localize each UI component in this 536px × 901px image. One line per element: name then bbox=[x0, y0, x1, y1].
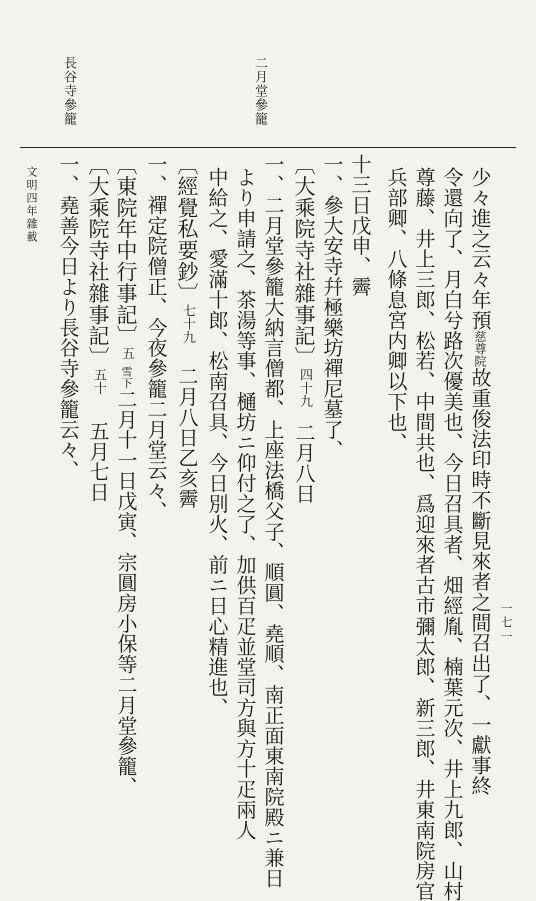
source-title: 〔經覺私要鈔〕 bbox=[175, 154, 199, 304]
header-label-left: 長谷寺參籠 bbox=[61, 56, 76, 126]
text-column-2: 令還向了、月白兮路次優美也、今日召具者、畑經胤、楠葉元次、井上九郎、山村 bbox=[440, 167, 464, 901]
source-title: 〔大乘院寺社雜事記〕 bbox=[86, 154, 110, 368]
source-volume: 五 bbox=[119, 346, 134, 361]
text-column-9: より申請之、茶湯等事、樋坊ニ仰付之了、加供百疋並堂司方與方十疋兩人 bbox=[233, 167, 257, 841]
source-date: 五月七日 bbox=[86, 420, 110, 503]
page-number: 一七一 bbox=[499, 602, 513, 644]
source-date: 二月十一日戊寅、宗圓房小保等二月堂參籠、 bbox=[114, 388, 138, 797]
date-entry-13: 十三日戊申、霽 bbox=[348, 154, 372, 297]
text-column-12: 一、禪定院僧正、今夜參籠二月堂云々、 bbox=[144, 154, 168, 522]
text-column-15: 一、堯善今日より長谷寺參籠云々、 bbox=[56, 154, 80, 481]
source-citation-3 bbox=[115, 154, 136, 797]
text-column-3: 尊藤、井上三郎、松若、中間共也、爲迎來者古市彌太郎、新三郎、井東南院房官 bbox=[412, 167, 436, 901]
source-date: 二月八日 bbox=[292, 422, 316, 504]
source-title: 〔東院年中行事記〕 bbox=[114, 154, 138, 347]
source-volume: 五十 bbox=[91, 368, 106, 395]
annotation-mark: 雪下 bbox=[120, 366, 133, 389]
source-volume: 七十九 bbox=[180, 303, 195, 345]
text-column-10: 中給之、愛滿十郎、松南召具、今日別火、前ニ日心精進也、 bbox=[205, 167, 229, 718]
header-rule bbox=[20, 147, 516, 148]
source-title: 〔大乘院寺社雜事記〕 bbox=[292, 154, 316, 368]
source-citation-4 bbox=[87, 154, 108, 502]
header-label-center: 二月堂參籠 bbox=[252, 56, 267, 126]
running-title: 文明四年雜載 bbox=[25, 166, 38, 244]
text-column-1: 少々進之云々年預慈尊院故重俊法印時不斷見來者之間召出了、一獻事終 bbox=[468, 167, 492, 796]
source-citation-1 bbox=[293, 154, 314, 504]
text-column-8: 一、二月堂參籠大納言僧都、上座法橋父子、順圓、堯順、南正面東南院殿ニ兼日 bbox=[261, 154, 285, 889]
text-column-4: 兵部卿、八條息宮内卿以下也、 bbox=[384, 167, 408, 453]
source-citation-2 bbox=[176, 154, 197, 509]
text-column-6: 一、參大安寺幷極樂坊禪尼墓了、 bbox=[320, 154, 344, 460]
source-volume: 四十九 bbox=[297, 368, 312, 409]
source-date: 二月八日乙亥霽 bbox=[175, 366, 199, 509]
